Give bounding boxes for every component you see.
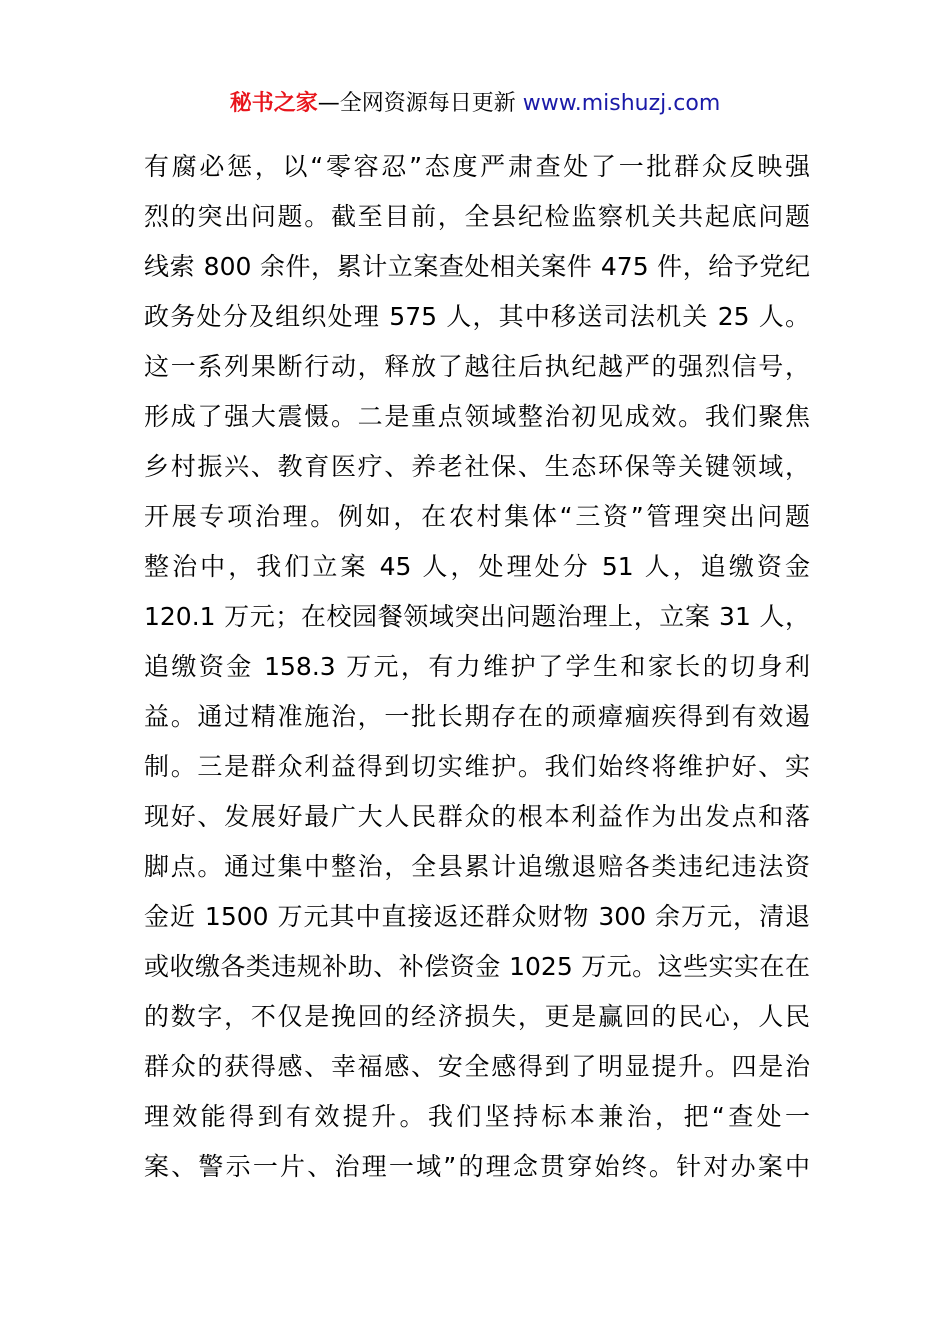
- body-line-11: 追缴资金 158.3 万元，有力维护了学生和家长的切身利: [144, 652, 810, 681]
- body-line-19: 群众的获得感、幸福感、安全感得到了明显提升。四是治: [144, 1052, 810, 1081]
- body-line-13: 制。三是群众利益得到切实维护。我们始终将维护好、实: [144, 752, 810, 781]
- brand-name: 秘书之家: [229, 91, 318, 116]
- body-line-2: 烈的突出问题。截至目前，全县纪检监察机关共起底问题: [144, 202, 810, 231]
- document-body: [144, 142, 810, 1192]
- body-line-8: 开展专项治理。例如，在农村集体“三资”管理突出问题: [144, 502, 810, 531]
- page-header: [0, 86, 950, 122]
- body-line-9: 整治中，我们立案 45 人，处理处分 51 人，追缴资金: [144, 552, 810, 581]
- body-line-5: 这一系列果断行动，释放了越往后执纪越严的强烈信号，: [144, 352, 810, 381]
- body-line-1: 有腐必惩，以“零容忍”态度严肃查处了一批群众反映强: [144, 152, 810, 181]
- website-url[interactable]: www.mishuzj.com: [522, 91, 721, 116]
- body-line-6: 形成了强大震慑。二是重点领域整治初见成效。我们聚焦: [144, 402, 810, 431]
- body-line-20: 理效能得到有效提升。我们坚持标本兼治，把“查处一: [144, 1102, 810, 1131]
- body-line-17: 或收缴各类违规补助、补偿资金 1025 万元。这些实实在在: [144, 952, 810, 981]
- body-line-4: 政务处分及组织处理 575 人，其中移送司法机关 25 人。: [144, 302, 810, 331]
- body-line-16: 金近 1500 万元其中直接返还群众财物 300 余万元，清退: [144, 902, 810, 931]
- body-line-14: 现好、发展好最广大人民群众的根本利益作为出发点和落: [144, 802, 810, 831]
- body-line-21: 案、警示一片、治理一域”的理念贯穿始终。针对办案中: [144, 1152, 810, 1181]
- body-line-7: 乡村振兴、教育医疗、养老社保、生态环保等关键领域，: [144, 452, 810, 481]
- body-line-3: 线索 800 余件，累计立案查处相关案件 475 件，给予党纪: [144, 252, 810, 281]
- body-line-12: 益。通过精准施治，一批长期存在的顽瘴痼疾得到有效遏: [144, 702, 810, 731]
- body-line-10: 120.1 万元；在校园餐领域突出问题治理上，立案 31 人，: [144, 602, 810, 631]
- body-line-18: 的数字，不仅是挽回的经济损失，更是赢回的民心，人民: [144, 1002, 810, 1031]
- header-tagline: —全网资源每日更新: [317, 91, 516, 116]
- body-line-15: 脚点。通过集中整治，全县累计追缴退赔各类违纪违法资: [144, 852, 810, 881]
